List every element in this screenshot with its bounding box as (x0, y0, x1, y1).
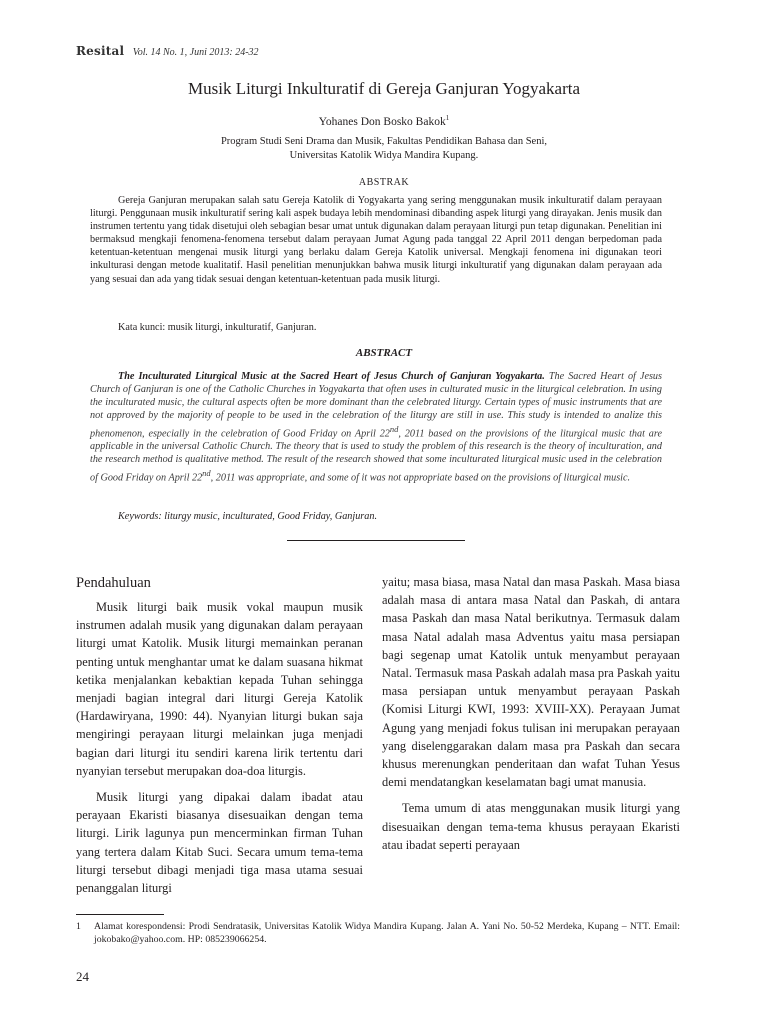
affiliation-line-2: Universitas Katolik Widya Mandira Kupang. (289, 150, 479, 161)
affiliation-line-1: Program Studi Seni Drama dan Musik, Fakultas Pendidikan Bahasa dan Seni, (220, 136, 548, 147)
page-number: 24 (76, 969, 89, 984)
author-line (76, 114, 692, 128)
body-column-right (382, 573, 680, 854)
abstract-superscript-2: nd (202, 467, 211, 478)
body-column-left (76, 570, 363, 897)
footnote-text: Alamat korespondensi: Prodi Sendratasik, Universitas Katolik Widya Mandira Kupang. Jalan A. Yani No. 50-52 Merdeka, Kupang – NTT. Email: jokobako@yahoo.com. HP: 085239066254. (94, 921, 680, 945)
author-name: Yohanes Don Bosko Bakok (318, 115, 446, 128)
section-divider (287, 540, 465, 541)
paragraph: Tema umum di atas menggunakan musik liturgi yang disesuaikan dengan tema-tema khusus perayaan Ekaristi atau ibadat seperti perayaan (382, 801, 680, 852)
kata-kunci: Kata kunci: musik liturgi, inkulturatif, Ganjuran. (118, 322, 317, 333)
footnote-rule (76, 914, 164, 915)
volume-info: Vol. 14 No. 1, Juni 2013: 24-32 (132, 47, 259, 58)
running-head (76, 44, 259, 58)
abstract-heading: ABSTRACT (355, 347, 413, 359)
footnote-number: 1 (76, 921, 81, 932)
affiliation (76, 135, 692, 163)
author-footnote-marker[interactable]: 1 (445, 114, 450, 122)
abstrak-body: Gereja Ganjuran merupakan salah satu Gereja Katolik di Yogyakarta yang sering menggunakan musik inkulturatif dalam perayaan liturgi. Penggunaan musik inkulturatif sering kali aspek budaya lebih mendominasi dibanding aspek liturgi yang dirayakan. Jenis musik dan instrumen tertentu yang tidak disetujui oleh sebagian besar umat untuk digunakan dalam perayaan liturgi pun tetap digunakan. Penelitian ini bermaksud mengkaji fenomena-fenomena tersebut dalam perayaan Jumat Agung pada tanggal 22 April 2011 dengan berpedoman pada ketentuan-ketentuan mengenai musik liturgi yang berlaku dalam Gereja Katolik universal. Mengkaji fenomena ini digunakan teori inkulturasi dengan metode kualitatif. Hasil penelitian menunjukkan bahwa musik liturgi inkulturatif yang digunakan dalam perayaan ada yang sesuai dan ada yang tidak sesuai dengan ketentuan-ketentuan pada musik liturgi. (90, 195, 662, 285)
abstract-text-part-1: The Sacred Heart of Jesus Church of Ganjuran is one of the Catholic Churches in Yogyakarta that often uses in culturated music in the liturgical celebration. In using the inculturated music, the cultural aspects often be more dominant than the celebrated liturgy. Certain types of music instruments that are not approved by the majority of people to be used in the celebration of the liturgy are still in use. This study is intended to analize this phenomenon, especially in the celebration of Good Friday on April 22 (90, 371, 662, 440)
abstract-text-part-2: , 2011 based on the provisions of the liturgical music that are applicable in the universal Catholic Church. The theory that is used to study the problem of this research is the theory of inculturation, and the research method is qualitative method. The result of the research showed that some inculturated liturgical music used in the celebration of Good Friday on April 22 (90, 428, 662, 484)
abstract-lead-title: The Inculturated Liturgical Music at the Sacred Heart of Jesus Church of Ganjuran Yogyakarta. (118, 371, 545, 382)
paragraph: yaitu; masa biasa, masa Natal dan masa Paskah. Masa biasa adalah masa di antara masa Natal dan Paskah, di antara masa Paskah dan masa Natal berikutnya. Termasuk dalam masa Natal adalah masa Adventus yaitu masa persiapan bagi segenap umat Katolik untuk menyambut perayaan Natal. Termasuk masa Paskah adalah masa pra Paskah yaitu masa persiapan untuk menyambut perayaan Paskah (Komisi Liturgi KWI, 1993: XVIII-XX). Perayaan Jumat Agung yang menjadi fokus tulisan ini merupakan perayaan yang diselenggarakan dalam masa pra Paskah dan secara khusus merenungkan penderitaan dan wafat Tuhan Yesus demi mendatangkan keselamatan bagi umat manusia. (382, 575, 680, 790)
article-title: Musik Liturgi Inkulturatif di Gereja Ganjuran Yogyakarta (187, 79, 581, 98)
abstract-superscript-1: nd (389, 423, 399, 434)
abstract-body (90, 371, 662, 485)
section-title: Pendahuluan (76, 575, 151, 591)
abstract-text-part-3: , 2011 was appropriate, and some of it was not appropriate based on the provisions of liturgical music. (210, 472, 631, 484)
paragraph: Musik liturgi yang dipakai dalam ibadat atau perayaan Ekaristi biasanya disesuaikan dengan tema liturgi. Lirik lagunya pun mencerminkan firman Tuhan yang tertera dalam Kitab Suci. Secara umum tema-tema liturgi tersebut dibagi menjadi tiga masa utama sesuai penanggalan liturgi (76, 790, 363, 896)
footnote (76, 920, 680, 946)
paragraph: Musik liturgi baik musik vokal maupun musik instrumen adalah musik yang digunakan dalam perayaan liturgi umat Katolik. Musik liturgi memainkan peranan penting untuk menghantar umat ke dalam suasana hikmat ketika menjalankan kebaktian kepada Tuhan sehingga menjadi bagian integral dari liturgi Gereja Katolik (Hardawiryana, 1990: 44). Nyanyian liturgi bukan saja mengiringi perayaan liturgi melainkan juga menjadi bagian dari liturgi itu sendiri karena lirik tertentu dari nyanyian tersebut merupakan doa-doa liturgis. (76, 600, 363, 778)
keywords: Keywords: liturgy music, inculturated, Good Friday, Ganjuran. (118, 511, 378, 522)
abstrak-heading: ABSTRAK (358, 177, 410, 188)
journal-logo: Resital (76, 44, 125, 58)
